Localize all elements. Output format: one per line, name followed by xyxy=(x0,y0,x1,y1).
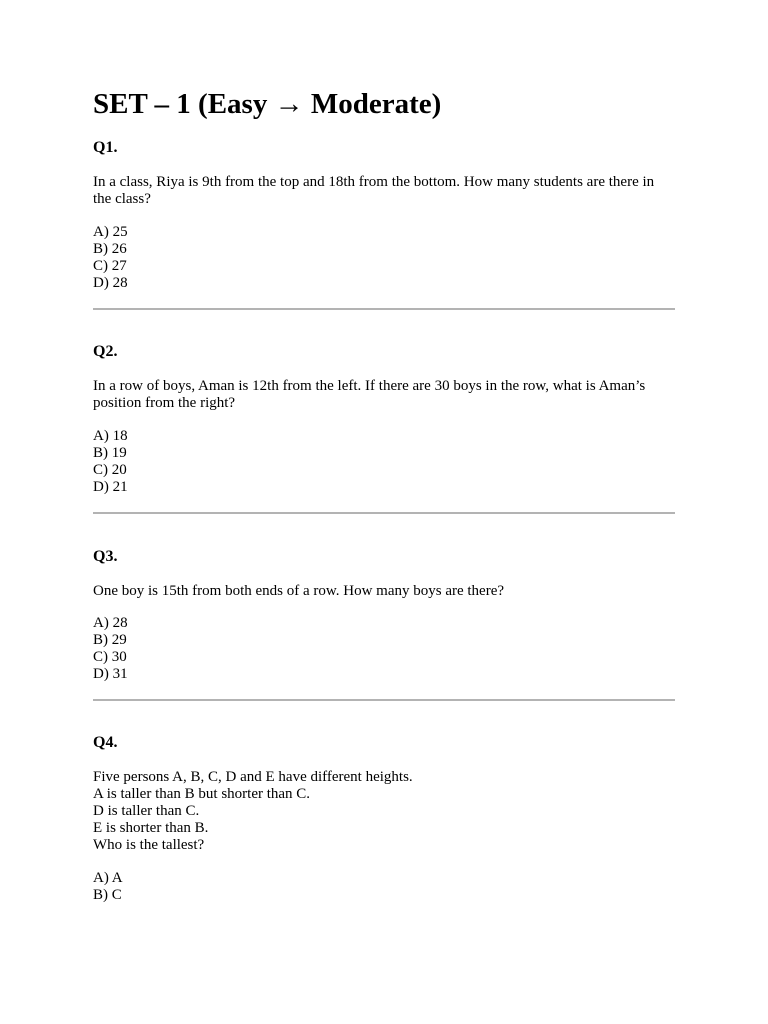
option-a: A) 25 xyxy=(93,224,128,240)
question-text-line: D is taller than C. xyxy=(93,803,200,819)
question-1-text xyxy=(93,174,675,208)
question-4-options xyxy=(93,870,123,904)
option-b: B) 29 xyxy=(93,632,127,648)
question-2-label: Q2. xyxy=(93,343,118,360)
question-2-options xyxy=(93,428,128,496)
question-text-line: E is shorter than B. xyxy=(93,820,209,836)
question-text-line: Five persons A, B, C, D and E have different heights. xyxy=(93,769,413,785)
question-1-label: Q1. xyxy=(93,139,118,156)
option-c: C) 20 xyxy=(93,462,127,478)
option-a: A) A xyxy=(93,870,123,886)
question-2-text xyxy=(93,378,675,412)
option-a: A) 18 xyxy=(93,428,128,444)
option-d: D) 21 xyxy=(93,479,128,495)
option-c: C) 27 xyxy=(93,258,127,274)
option-c: C) 30 xyxy=(93,649,127,665)
section-divider xyxy=(93,512,675,514)
option-d: D) 31 xyxy=(93,666,128,682)
section-divider xyxy=(93,308,675,310)
option-a: A) 28 xyxy=(93,615,128,631)
question-3-label: Q3. xyxy=(93,548,118,565)
question-text-line: In a class, Riya is 9th from the top and 18th from the bottom. How many students are there in the class? xyxy=(93,174,655,207)
option-b: B) 26 xyxy=(93,241,127,257)
question-4-text xyxy=(93,769,675,854)
question-text-line: In a row of boys, Aman is 12th from the left. If there are 30 boys in the row, what is Aman’s position from the right? xyxy=(93,378,646,411)
page-title: SET – 1 (Easy → Moderate) xyxy=(93,88,442,120)
section-divider xyxy=(93,699,675,701)
option-b: B) 19 xyxy=(93,445,127,461)
question-text-line: Who is the tallest? xyxy=(93,837,205,853)
question-text-line: A is taller than B but shorter than C. xyxy=(93,786,311,802)
option-d: D) 28 xyxy=(93,275,128,291)
question-1-options xyxy=(93,224,128,292)
question-text-line: One boy is 15th from both ends of a row. How many boys are there? xyxy=(93,583,505,599)
question-3-options xyxy=(93,615,128,683)
question-4-label: Q4. xyxy=(93,734,118,751)
option-b: B) C xyxy=(93,887,122,903)
question-3-text xyxy=(93,583,675,600)
